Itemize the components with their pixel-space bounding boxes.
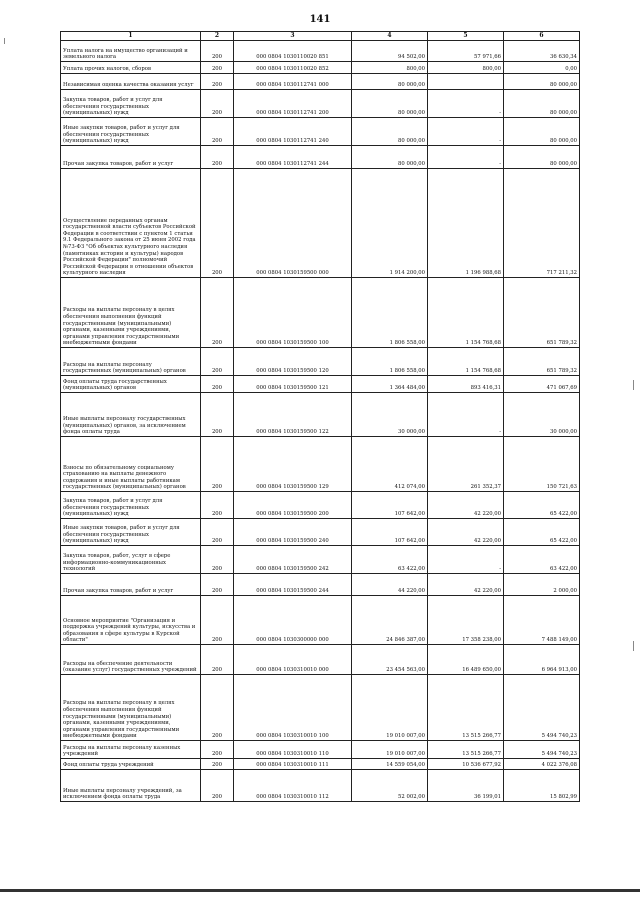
row-col6-value: 651 789,32	[504, 278, 580, 348]
row-col6-value: 80 000,00	[504, 74, 580, 90]
row-col6-value: 4 022 376,08	[504, 759, 580, 770]
row-col5-value: -	[428, 146, 504, 169]
row-admin-code: 200	[201, 741, 234, 759]
row-col6-value: 80 000,00	[504, 118, 580, 146]
row-col4-value: 80 000,00	[352, 74, 428, 90]
row-col5-value: -	[428, 118, 504, 146]
page-number: 141	[309, 14, 331, 25]
row-name: Расходы на выплаты персоналу казенных учреждений	[61, 741, 201, 759]
row-col5-value: -	[428, 90, 504, 118]
row-classification-code: 000 0804 1030159500 120	[234, 348, 352, 376]
column-header: 4	[352, 32, 428, 41]
row-admin-code: 200	[201, 770, 234, 802]
row-admin-code: 200	[201, 62, 234, 74]
table-row	[61, 492, 580, 519]
row-classification-code: 000 0804 1030310010 111	[234, 759, 352, 770]
row-admin-code: 200	[201, 41, 234, 62]
row-col5-value: 261 352,37	[428, 437, 504, 492]
scan-margin-mark	[4, 38, 5, 44]
row-col6-value: 2 000,00	[504, 574, 580, 596]
table-row	[61, 393, 580, 437]
row-name: Фонд оплаты труда учреждений	[61, 759, 201, 770]
column-header: 3	[234, 32, 352, 41]
row-col6-value: 80 000,00	[504, 146, 580, 169]
table-row	[61, 759, 580, 770]
row-admin-code: 200	[201, 519, 234, 546]
row-col4-value: 1 806 558,00	[352, 278, 428, 348]
table-row	[61, 596, 580, 645]
row-classification-code: 000 0804 1030310010 112	[234, 770, 352, 802]
row-col6-value: 651 789,32	[504, 348, 580, 376]
row-col6-value: 36 630,34	[504, 41, 580, 62]
row-col4-value: 1 914 200,00	[352, 169, 428, 278]
row-col4-value: 23 454 563,00	[352, 645, 428, 675]
column-header: 5	[428, 32, 504, 41]
row-admin-code: 200	[201, 675, 234, 741]
row-col4-value: 107 642,00	[352, 519, 428, 546]
row-col5-value: 42 220,00	[428, 574, 504, 596]
row-col6-value: 150 721,63	[504, 437, 580, 492]
row-col6-value: 65 422,00	[504, 492, 580, 519]
row-col5-value: 57 971,66	[428, 41, 504, 62]
row-name: Иные выплаты персоналу учреждений, за исключением фонда оплаты труда	[61, 770, 201, 802]
table-row	[61, 348, 580, 376]
row-admin-code: 200	[201, 546, 234, 574]
row-classification-code: 000 0804 1030112741 244	[234, 146, 352, 169]
row-name: Расходы на обеспечение деятельности (оказание услуг) государственных учреждений	[61, 645, 201, 675]
row-col6-value: 80 000,00	[504, 90, 580, 118]
row-col5-value: 10 536 677,92	[428, 759, 504, 770]
row-classification-code: 000 0804 1030300000 000	[234, 596, 352, 645]
row-col4-value: 80 000,00	[352, 118, 428, 146]
row-classification-code: 000 0804 1030159500 122	[234, 393, 352, 437]
row-admin-code: 200	[201, 574, 234, 596]
row-col5-value: 1 196 988,68	[428, 169, 504, 278]
row-name: Иные закупки товаров, работ и услуг для обеспечения государственных (муниципальных) нужд	[61, 118, 201, 146]
budget-table	[60, 31, 580, 802]
row-name: Уплата прочих налогов, сборов	[61, 62, 201, 74]
scan-margin-mark	[633, 641, 634, 651]
row-name: Расходы на выплаты персоналу в целях обеспечения выполнения функций государственными (муниципальными) органами, казенными учреждениями, органами управления государственными внебюджетными фондами	[61, 675, 201, 741]
row-name: Фонд оплаты труда государственных (муниципальных) органов	[61, 376, 201, 393]
row-name: Уплата налога на имущество организаций и земельного налога	[61, 41, 201, 62]
row-admin-code: 200	[201, 645, 234, 675]
row-classification-code: 000 0804 1030112741 200	[234, 90, 352, 118]
row-col4-value: 30 000,00	[352, 393, 428, 437]
row-admin-code: 200	[201, 759, 234, 770]
row-col5-value: 1 154 768,68	[428, 348, 504, 376]
row-classification-code: 000 0804 1030112741 240	[234, 118, 352, 146]
row-col4-value: 44 220,00	[352, 574, 428, 596]
row-admin-code: 200	[201, 348, 234, 376]
row-col5-value: 800,00	[428, 62, 504, 74]
table-row	[61, 546, 580, 574]
row-classification-code: 000 0804 1030159500 244	[234, 574, 352, 596]
table-row	[61, 645, 580, 675]
row-name: Иные выплаты персоналу государственных (муниципальных) органов, за исключением фонда оплаты труда	[61, 393, 201, 437]
table-row	[61, 770, 580, 802]
row-col6-value: 717 211,32	[504, 169, 580, 278]
column-header: 6	[504, 32, 580, 41]
column-header: 2	[201, 32, 234, 41]
table-header-row	[61, 32, 580, 41]
row-admin-code: 200	[201, 278, 234, 348]
row-col6-value: 15 802,99	[504, 770, 580, 802]
table-row	[61, 741, 580, 759]
row-classification-code: 000 0804 1030110020 851	[234, 41, 352, 62]
row-admin-code: 200	[201, 393, 234, 437]
row-admin-code: 200	[201, 146, 234, 169]
row-col6-value: 0,00	[504, 62, 580, 74]
table-row	[61, 41, 580, 62]
row-admin-code: 200	[201, 437, 234, 492]
row-classification-code: 000 0804 1030310010 000	[234, 645, 352, 675]
row-name: Основное мероприятие "Организация и поддержка учреждений культуры, искусства и образования в сфере культуры в Курской области"	[61, 596, 201, 645]
row-col6-value: 471 067,69	[504, 376, 580, 393]
row-admin-code: 200	[201, 74, 234, 90]
row-admin-code: 200	[201, 492, 234, 519]
row-classification-code: 000 0804 1030110020 852	[234, 62, 352, 74]
table-row	[61, 675, 580, 741]
row-col6-value: 6 964 913,00	[504, 645, 580, 675]
row-col6-value: 65 422,00	[504, 519, 580, 546]
table-row	[61, 519, 580, 546]
row-name: Независимая оценка качества оказания услуг	[61, 74, 201, 90]
row-col4-value: 800,00	[352, 62, 428, 74]
row-classification-code: 000 0804 1030112741 000	[234, 74, 352, 90]
table-row	[61, 574, 580, 596]
column-header: 1	[61, 32, 201, 41]
row-col5-value: 42 220,00	[428, 519, 504, 546]
row-col4-value: 19 010 007,00	[352, 675, 428, 741]
row-admin-code: 200	[201, 376, 234, 393]
row-name: Закупка товаров, работ и услуг для обеспечения государственных (муниципальных) нужд	[61, 492, 201, 519]
table-row	[61, 146, 580, 169]
row-classification-code: 000 0804 1030159500 121	[234, 376, 352, 393]
row-name: Закупка товаров, работ и услуг для обеспечения государственных (муниципальных) нужд	[61, 90, 201, 118]
row-col6-value: 30 000,00	[504, 393, 580, 437]
row-classification-code: 000 0804 1030159500 100	[234, 278, 352, 348]
row-col4-value: 1 364 484,00	[352, 376, 428, 393]
table-row	[61, 169, 580, 278]
row-col5-value: -	[428, 393, 504, 437]
row-admin-code: 200	[201, 118, 234, 146]
row-classification-code: 000 0804 1030310010 110	[234, 741, 352, 759]
row-col4-value: 107 642,00	[352, 492, 428, 519]
row-col5-value: 36 199,01	[428, 770, 504, 802]
row-col4-value: 24 846 387,00	[352, 596, 428, 645]
row-classification-code: 000 0804 1030159500 000	[234, 169, 352, 278]
row-col4-value: 80 000,00	[352, 146, 428, 169]
row-name: Иные закупки товаров, работ и услуг для обеспечения государственных (муниципальных) нужд	[61, 519, 201, 546]
table-row	[61, 278, 580, 348]
row-col4-value: 19 010 007,00	[352, 741, 428, 759]
row-name: Осуществление переданных органам государственной власти субъектов Российской Федерации в соответствии с пунктом 1 статьи 9.1 Федерального закона от 25 июня 2002 года №73-ФЗ "Об объектах культурного наследия (памятниках истории и культуры) народов Российской Федерации" полномочий Российской Федерации в отношении объектов культурного наследия	[61, 169, 201, 278]
row-col4-value: 14 559 054,00	[352, 759, 428, 770]
row-name: Расходы на выплаты персоналу государственных (муниципальных) органов	[61, 348, 201, 376]
row-name: Взносы по обязательному социальному страхованию на выплаты денежного содержания и иные выплаты работникам государственных (муниципальных) органов	[61, 437, 201, 492]
scan-bottom-edge	[0, 889, 640, 892]
row-name: Прочая закупка товаров, работ и услуг	[61, 146, 201, 169]
row-col4-value: 1 806 558,00	[352, 348, 428, 376]
table-row	[61, 74, 580, 90]
row-admin-code: 200	[201, 596, 234, 645]
row-admin-code: 200	[201, 169, 234, 278]
row-col6-value: 63 422,00	[504, 546, 580, 574]
row-col4-value: 52 002,00	[352, 770, 428, 802]
row-classification-code: 000 0804 1030159500 200	[234, 492, 352, 519]
row-col5-value	[428, 74, 504, 90]
scan-margin-mark	[633, 380, 634, 390]
row-col5-value: 13 515 266,77	[428, 675, 504, 741]
row-name: Закупка товаров, работ, услуг в сфере информационно-коммуникационных технологий	[61, 546, 201, 574]
row-col5-value: 13 515 266,77	[428, 741, 504, 759]
row-col4-value: 412 074,00	[352, 437, 428, 492]
table-row	[61, 437, 580, 492]
row-col5-value: 42 220,00	[428, 492, 504, 519]
table-row	[61, 118, 580, 146]
row-col5-value: 893 416,31	[428, 376, 504, 393]
row-col4-value: 80 000,00	[352, 90, 428, 118]
row-name: Прочая закупка товаров, работ и услуг	[61, 574, 201, 596]
row-col5-value: 17 358 238,00	[428, 596, 504, 645]
row-admin-code: 200	[201, 90, 234, 118]
row-classification-code: 000 0804 1030159500 129	[234, 437, 352, 492]
table-row	[61, 62, 580, 74]
row-col6-value: 5 494 740,23	[504, 675, 580, 741]
table-row	[61, 90, 580, 118]
row-col5-value: -	[428, 546, 504, 574]
row-col6-value: 5 494 740,23	[504, 741, 580, 759]
row-col4-value: 94 502,00	[352, 41, 428, 62]
row-name: Расходы на выплаты персоналу в целях обеспечения выполнения функций государственными (муниципальными) органами, казенными учреждениями, органами управления государственными внебюджетными фондами	[61, 278, 201, 348]
row-classification-code: 000 0804 1030159500 240	[234, 519, 352, 546]
row-col5-value: 1 154 768,68	[428, 278, 504, 348]
row-col6-value: 7 488 149,00	[504, 596, 580, 645]
row-col5-value: 16 489 650,00	[428, 645, 504, 675]
table-row	[61, 376, 580, 393]
row-col4-value: 63 422,00	[352, 546, 428, 574]
row-classification-code: 000 0804 1030159500 242	[234, 546, 352, 574]
row-classification-code: 000 0804 1030310010 100	[234, 675, 352, 741]
